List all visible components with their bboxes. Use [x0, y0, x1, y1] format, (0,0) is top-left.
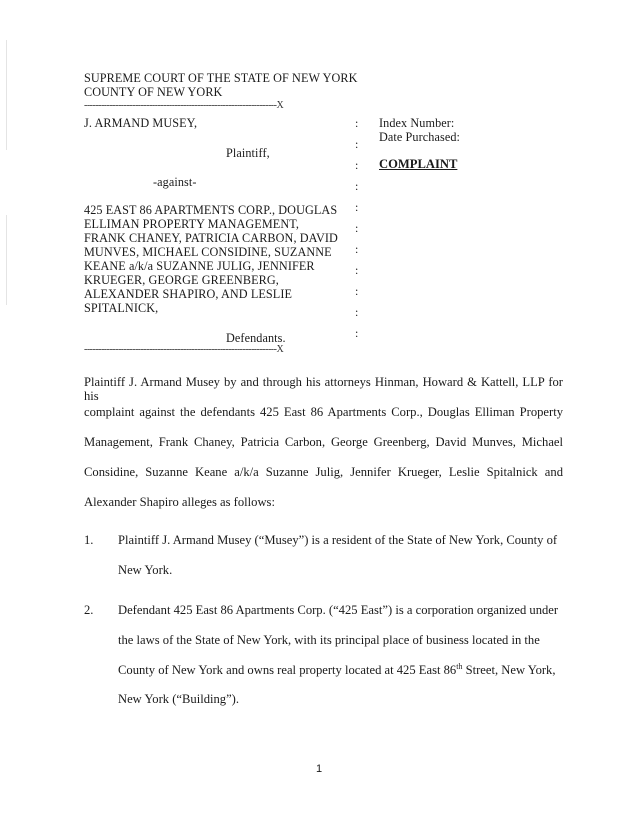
page-number: 1	[316, 763, 323, 775]
caption-colon: :	[355, 200, 359, 214]
defendants-line: SPITALNICK,	[84, 301, 159, 315]
paragraph-line: New York.	[118, 563, 173, 577]
paragraph-line: New York (“Building”).	[118, 692, 240, 706]
paragraph-number: 2.	[84, 603, 94, 617]
paragraph-line: Plaintiff J. Armand Musey (“Musey”) is a resident of the State of New York, County of	[118, 533, 558, 547]
scan-margin-mark	[6, 215, 7, 305]
paragraph-line-text: County of New York and owns real property located at 425 East 86	[118, 663, 457, 677]
caption-colon: :	[355, 137, 359, 151]
ordinal-superscript: th	[456, 661, 463, 671]
defendants-line: ELLIMAN PROPERTY MANAGEMENT,	[84, 217, 300, 231]
scan-margin-mark	[6, 40, 7, 150]
caption-colon: :	[355, 158, 359, 172]
caption-colon: :	[355, 221, 359, 235]
caption-colon: :	[355, 242, 359, 256]
defendants-line: FRANK CHANEY, PATRICIA CARBON, DAVID	[84, 231, 338, 245]
intro-line: complaint against the defendants 425 East 86 Apartments Corp., Douglas Elliman Property	[84, 405, 563, 419]
defendants-line: KRUEGER, GEORGE GREENBERG,	[84, 273, 279, 287]
defendants-line: ALEXANDER SHAPIRO, AND LESLIE	[84, 287, 293, 301]
court-name: SUPREME COURT OF THE STATE OF NEW YORK	[84, 71, 358, 85]
against-label: -against-	[153, 175, 197, 189]
intro-line: Management, Frank Chaney, Patricia Carbon, George Greenberg, David Munves, Michael	[84, 435, 563, 449]
caption-colon: :	[355, 326, 359, 340]
defendants-line: MUNVES, MICHAEL CONSIDINE, SUZANNE	[84, 245, 332, 259]
intro-line: Plaintiff J. Armand Musey by and through his attorneys Hinman, Howard & Kattell, LLP for his	[84, 375, 563, 403]
defendants-line: KEANE a/k/a SUZANNE JULIG, JENNIFER	[84, 259, 315, 273]
defendants-line: 425 EAST 86 APARTMENTS CORP., DOUGLAS	[84, 203, 338, 217]
plaintiff-name: J. ARMAND MUSEY,	[84, 116, 198, 130]
caption-colon: :	[355, 179, 359, 193]
paragraph-number: 1.	[84, 533, 94, 547]
defendants-role: Defendants.	[226, 331, 286, 345]
paragraph-line	[118, 663, 556, 678]
paragraph-line-tail: Street, New York,	[462, 663, 556, 677]
date-purchased-label: Date Purchased:	[379, 130, 461, 144]
caption-divider-top: --------------------------------------------------------------------X	[84, 100, 284, 111]
caption-colon: :	[355, 116, 359, 130]
caption-colon: :	[355, 263, 359, 277]
paragraph-line: the laws of the State of New York, with its principal place of business located in the	[118, 633, 540, 647]
caption-divider-bottom: --------------------------------------------------------------------X	[84, 344, 284, 355]
caption-colon: :	[355, 284, 359, 298]
document-title: COMPLAINT	[379, 157, 458, 171]
index-number-label: Index Number:	[379, 116, 455, 130]
intro-line: Considine, Suzanne Keane a/k/a Suzanne Julig, Jennifer Krueger, Leslie Spitalnick and	[84, 465, 563, 479]
court-county: COUNTY OF NEW YORK	[84, 85, 223, 99]
plaintiff-role: Plaintiff,	[226, 146, 270, 160]
paragraph-line: Defendant 425 East 86 Apartments Corp. (“425 East”) is a corporation organized under	[118, 603, 559, 617]
caption-colon: :	[355, 305, 359, 319]
intro-line-last: Alexander Shapiro alleges as follows:	[84, 495, 275, 509]
